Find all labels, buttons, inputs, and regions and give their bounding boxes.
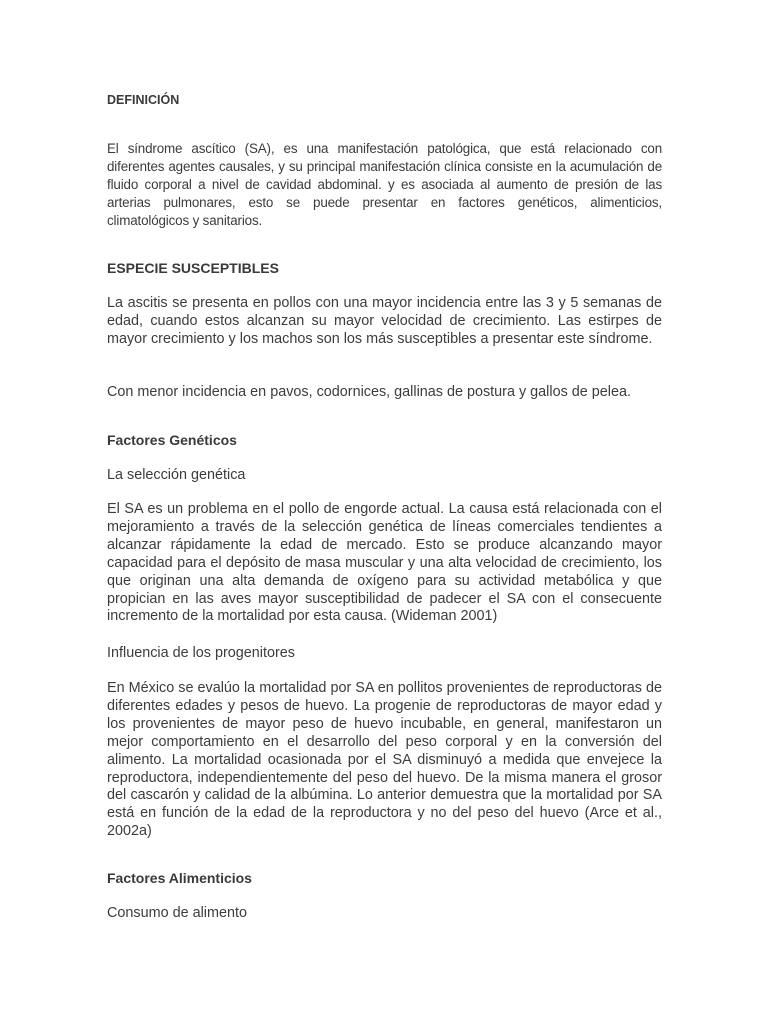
paragraph-seleccion-genetica: El SA es un problema en el pollo de engorde actual. La causa está relacionada con el mejoramiento a través de la selección genética de líneas comerciales tendientes a alcanzar rápidamente la edad de mercado. Esto se produce alcanzando mayor capacidad para el depósito de masa muscular y una alta velocidad de crecimiento, los que originan una alta demanda de oxígeno para su actividad metabólica y que propician en las aves mayor susceptibilidad de padecer el SA con el consecuente incremento de la mortalidad por esta causa. (Wideman 2001) bbox=[107, 501, 662, 625]
heading-factores-geneticos: Factores Genéticos bbox=[107, 432, 237, 448]
paragraph-definicion: El síndrome ascítico (SA), es una manifestación patológica, que está relacionado con diferentes agentes causales, y su principal manifestación clínica consiste en la acumulación de fluido corporal a nivel de cavidad abdominal. y es asociada al aumento de presión de las arterias pulmonares, esto se puede presentar en factores genéticos, alimenticios, climatológicos y sanitarios. bbox=[107, 141, 662, 228]
heading-especie-susceptibles: ESPECIE SUSCEPTIBLES bbox=[107, 260, 279, 276]
subheading-seleccion-genetica: La selección genética bbox=[107, 467, 246, 483]
subheading-influencia-progenitores: Influencia de los progenitores bbox=[107, 645, 295, 661]
heading-factores-alimenticios: Factores Alimenticios bbox=[107, 870, 252, 886]
subheading-consumo-alimento: Consumo de alimento bbox=[107, 905, 247, 921]
paragraph-influencia-progenitores: En México se evalúo la mortalidad por SA en pollitos provenientes de reproductoras de diferentes edades y pesos de huevo. La progenie de reproductoras de mayor edad y los provenientes de mayor peso de huevo incubable, en general, manifestaron un mejor comportamiento en el desarrollo del peso corporal y en la conversión del alimento. La mortalidad ocasionada por el SA disminuyó a medida que envejece la reproductora, independientemente del peso del huevo. De la misma manera el grosor del cascarón y calidad de la albúmina. Lo anterior demuestra que la mortalidad por SA está en función de la edad de la reproductora y no del peso del huevo (Arce et al., 2002a) bbox=[107, 680, 662, 840]
paragraph-especie-1: La ascitis se presenta en pollos con una mayor incidencia entre las 3 y 5 semanas de edad, cuando estos alcanzan su mayor velocidad de crecimiento. Las estirpes de mayor crecimiento y los machos son los más susceptibles a presentar este síndrome. bbox=[107, 295, 662, 347]
paragraph-especie-2: Con menor incidencia en pavos, codornices, gallinas de postura y gallos de pelea. bbox=[107, 384, 631, 400]
heading-definicion: DEFINICIÓN bbox=[107, 93, 180, 107]
